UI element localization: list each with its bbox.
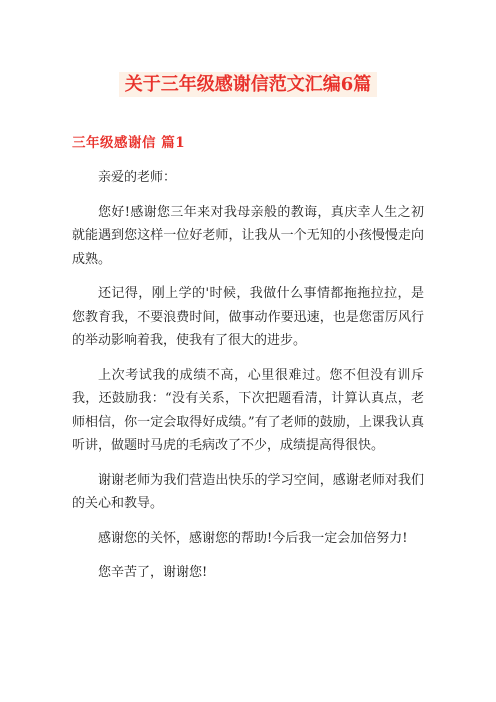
closing: 您辛苦了，谢谢您! (98, 565, 208, 580)
paragraph: 还记得，刚上学的'时候，我做什么事情都拖拖拉拉，是您教育我，不要浪费时间，做事动作要迅速，也是您雷厉风行的举动影响着我，使我有了很大的进步。 (72, 286, 424, 348)
letter-body (72, 166, 424, 596)
paragraph: 谢谢老师为我们营造出快乐的学习空间，感谢老师对我们的关心和教导。 (72, 472, 424, 511)
document-title-text: 关于三年级感谢信范文汇编6篇 (119, 72, 378, 97)
paragraph: 您好!感谢您三年来对我母亲般的教诲，真庆幸人生之初就能遇到您这样一位好老师，让我从一个无知的小孩慢慢走向成熟。 (72, 204, 424, 267)
salutation: 亲爱的老师： (98, 170, 177, 185)
paragraph: 感谢您的关怀，感谢您的帮助!今后我一定会加倍努力! (98, 530, 408, 546)
section-heading: 三年级感谢信 篇1 (72, 135, 186, 151)
document-title (0, 72, 496, 98)
paragraph: 上次考试我的成绩不高，心里很难过。您不但没有训斥我，还鼓励我：“没有关系，下次把题看清，计算认真点，老师相信，你一定会取得好成绩。”有了老师的鼓励，上课我认真听讲，做题时马虎的毛病改了不少，成绩提高得很快。 (72, 367, 424, 453)
